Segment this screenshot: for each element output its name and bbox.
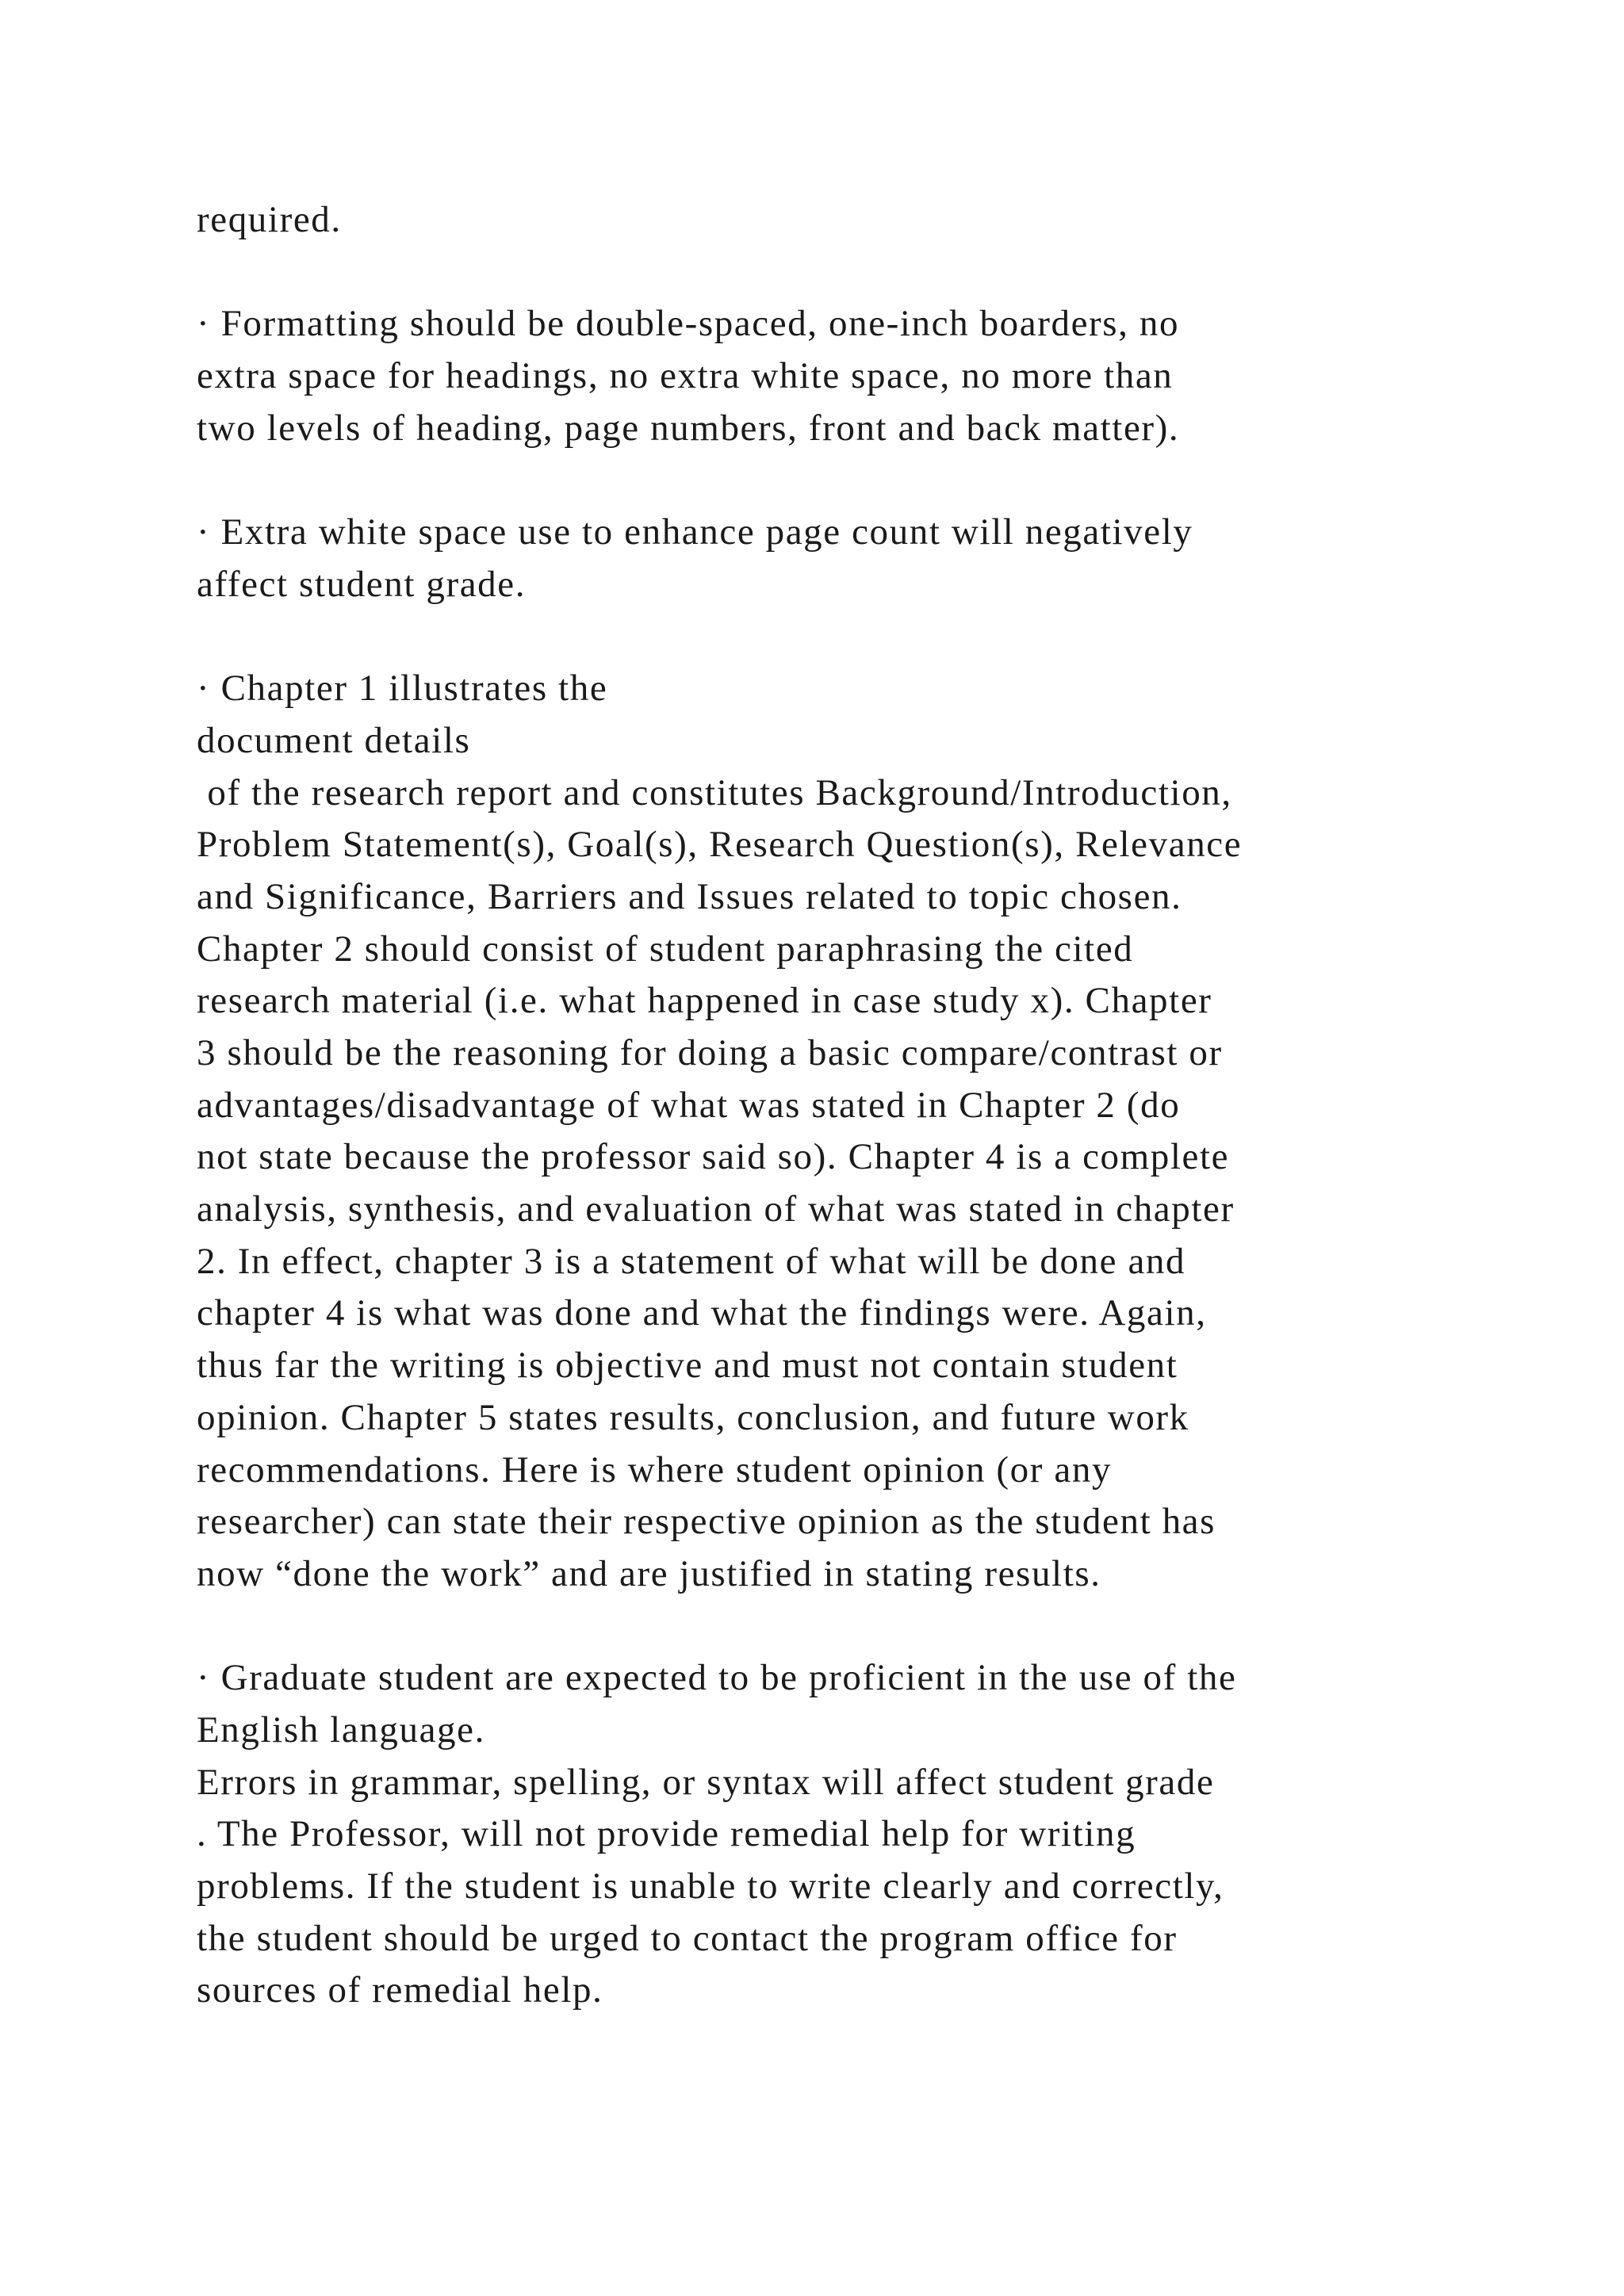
text-line: 3 should be the reasoning for doing a basic compare/contrast or [197, 1032, 1223, 1073]
text-line: problems. If the student is unable to write clearly and correctly, [197, 1866, 1224, 1907]
text-line: · Chapter 1 illustrates the [197, 668, 608, 710]
text-line: 2. In effect, chapter 3 is a statement of what will be done and [197, 1240, 1186, 1282]
blank-line [197, 611, 1465, 664]
text-line: · Formatting should be double-spaced, one-inch boarders, no [197, 303, 1180, 345]
text-line: analysis, synthesis, and evaluation of what was stated in chapter [197, 1188, 1235, 1230]
text-line: . The Professor, will not provide remedial help for writing [197, 1813, 1136, 1855]
text-line: sources of remedial help. [197, 1969, 603, 2011]
text-line: recommendations. Here is where student opinion (or any [197, 1448, 1113, 1490]
text-line: document details [197, 719, 471, 761]
text-line: chapter 4 is what was done and what the findings were. Again, [197, 1292, 1207, 1334]
text-line: · Graduate student are expected to be proficient in the use of the [197, 1657, 1237, 1699]
text-line: two levels of heading, page numbers, front and back matter). [197, 407, 1180, 449]
text-line: extra space for headings, no extra white space, no more than [197, 355, 1174, 397]
text-line: affect student grade. [197, 563, 527, 605]
text-line: English language. [197, 1709, 485, 1751]
blank-line [197, 454, 1465, 507]
text-line: thus far the writing is objective and must not contain student [197, 1345, 1178, 1387]
text-line: Problem Statement(s), Goal(s), Research Question(s), Relevance [197, 824, 1243, 866]
text-line: researcher) can state their respective opinion as the student has [197, 1501, 1216, 1543]
text-line: Chapter 2 should consist of student paraphrasing the cited [197, 928, 1134, 970]
text-line: Errors in grammar, spelling, or syntax will affect student grade [197, 1761, 1215, 1803]
text-line: and Significance, Barriers and Issues related to topic chosen. [197, 875, 1182, 917]
text-line: opinion. Chapter 5 states results, conclusion, and future work [197, 1396, 1189, 1438]
text-line: now “done the work” and are justified in stating results. [197, 1552, 1101, 1594]
text-line: research material (i.e. what happened in case study x). Chapter [197, 980, 1212, 1022]
text-line: not state because the professor said so). Chapter 4 is a complete [197, 1136, 1230, 1178]
document-body [197, 194, 1465, 2017]
blank-line [197, 1601, 1465, 1653]
text-line: · Extra white space use to enhance page count will negatively [197, 511, 1193, 553]
text-line: required. [197, 199, 342, 240]
text-line: of the research report and constitutes Background/Introduction, [197, 771, 1232, 813]
text-line: the student should be urged to contact the program office for [197, 1917, 1178, 1959]
blank-line [197, 247, 1465, 299]
text-line: advantages/disadvantage of what was stated in Chapter 2 (do [197, 1084, 1181, 1126]
